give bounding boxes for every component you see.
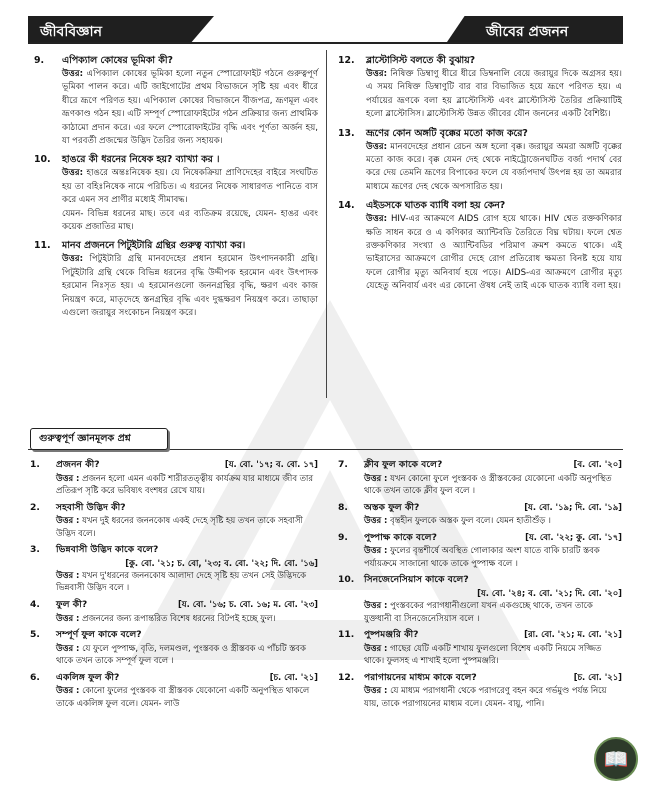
short-question-heading: 7. ক্লীব ফুল কাকে বলে? [ব. বো. '২০] xyxy=(338,459,622,470)
short-question-heading: 11. পুষ্পমঞ্জরি কী? [রা. বো. '২১; ম. বো. '২১] xyxy=(338,629,622,641)
short-question xyxy=(338,501,622,527)
short-answer: উত্তর : ফুলের বৃন্তশীর্ষে অবস্থিত গোলাকার অংশ যাতে বাকি চারটি স্তবক পর্যায়ক্রমে সাজানো থাকে তাকে পুষ্পাক্ষ বলে । xyxy=(364,545,600,568)
header-rule xyxy=(28,42,623,44)
section-title: গুরুত্বপূর্ণ জ্ঞানমূলক প্রশ্ন xyxy=(30,428,168,450)
short-question xyxy=(338,531,622,570)
answer-text: উত্তর: এপিক্যাল কোষের ভূমিকা হলো নতুন স্পোরোফাইট গঠনে গুরুত্বপূর্ণ ভূমিকা পালন করে। এটি জাইগোটের প্রথম বিভাজনে সৃষ্টি হয় এবং ধীরে ধীরে ভ্রূণে পরিণত হয়। এপিক্যাল কোষের বিভাজনে বীজপত্র, ভ্রূণমূল এবং ভ্রূণকাণ্ড গঠন হয়। এটি সম্পূর্ণ স্পোরোফাইটের গঠন প্রক্রিয়ার জন্য প্রাথমিক কাঠামো প্রদান করে। এর ফলে স্পোরোফাইটের বৃদ্ধি এবং পূর্ণতা অর্জন হয়, যা পরবর্তী প্রজন্মের উদ্ভিদ তৈরির জন্য সহায়ক। xyxy=(62,69,318,147)
question-heading: 11. মানব প্রজননে পিটুইটারি গ্রন্থির গুরুত্ব ব্যাখ্যা কর। xyxy=(34,240,246,252)
short-question xyxy=(338,573,622,624)
subject-title: জীববিজ্ঞান xyxy=(40,24,102,40)
board-reference: [য. বো. '১৭; ব. বো. ১৭] xyxy=(224,459,318,469)
short-question xyxy=(338,458,622,497)
question-heading: 10. হাঙরে কী ধরনের নিষেক হয়? ব্যাখ্যা কর । xyxy=(34,154,220,166)
short-question-heading: 4. ফুল কী? [য. বো. '১৬; চ. বো. ১৬; ম. বো. '২৩] xyxy=(30,599,318,611)
short-question xyxy=(30,598,318,624)
board-reference: [রা. বো. '২১; ম. বো. '২১] xyxy=(524,629,622,640)
short-question-heading: 8. অস্তক ফুল কী? [য. বো. '১৯; দি. বো. '১৯] xyxy=(338,501,622,513)
short-answer: উত্তর : পুংস্তবকের পরাগধানীগুলো যখন একগুচ্ছে থাকে, তখন তাকে যুক্তধানী বা সিনজেনেসিয়াস বলে । xyxy=(364,599,593,623)
board-reference: [কু. বো. '২১; চ. বো, '২৩; ব. বো. '২২; দি. বো. '১৬] xyxy=(125,557,318,568)
short-question xyxy=(30,501,318,540)
short-question-heading: 9. পুষ্পাক্ষ কাকে বলে? [য. বো. '২২; কু. বো. '১৭] xyxy=(338,531,622,543)
short-question xyxy=(30,543,318,594)
question-block xyxy=(338,54,622,122)
short-question xyxy=(30,458,318,497)
short-answer: উত্তর : বৃন্তহীন ফুলকে অস্তক ফুল বলে। যেমন হাতীশুঁড় । xyxy=(364,515,551,526)
short-answer: উত্তর : যখন দু'ধরনের জননকোষ আলাদা দেহে সৃষ্টি হয় তখন সেই উদ্ভিদকে ভিন্নবাসী উদ্ভিদ বলে । xyxy=(56,569,306,593)
question-heading: 12. ব্লাস্টোসিস্ট বলতে কী বুঝায়? xyxy=(338,55,476,66)
short-question-heading: 3. ভিন্নবাসী উদ্ভিদ কাকে বলে? xyxy=(30,544,159,556)
question-block xyxy=(34,239,318,320)
question-block xyxy=(338,127,622,195)
short-answer: উত্তর : যে মাধ্যম পরাগধানী থেকে পরাগরেণু বহন করে গর্ভমুণ্ড পর্যন্ত নিয়ে যায়, তাকে পরাগায়নের মাধ্যম বলে। যেমন- বায়ু, পানি। xyxy=(364,685,607,708)
short-answer: উত্তর : প্রজননের জন্য রূপান্তরিত বিশেষ ধরনের বিটপই হচ্ছে ফুল। xyxy=(56,612,276,623)
question-heading: 14. এইডসকে ঘাতক ব্যাধি বলা হয় কেন? xyxy=(338,200,506,212)
short-question-heading: 10. সিনজেনেসিয়াস কাকে বলে? xyxy=(338,574,469,586)
board-reference: [য. বো. '১৯; দি. বো. '১৯] xyxy=(524,501,622,512)
board-reference: [চ. বো. '২১] xyxy=(573,671,622,682)
short-question xyxy=(338,671,622,710)
short-question xyxy=(338,628,622,667)
answer-text: উত্তর: হাঙরে অন্তঃনিষেক হয়। যে নিষেকক্রিয়া প্রাণিদেহের বাইরে সংঘটিত হয় তা বহিঃনিষেক নামে পরিচিত। এ ধরনের নিষেক সাধারণত পানিতে বাস করে এমন সব প্রাণীর মধ্যেই সীমাবদ্ধ। xyxy=(62,168,318,206)
answer-text: উত্তর: নিষিক্ত ডিম্বাণু ধীরে ধীরে ডিম্বনালি বেয়ে জরায়ুর দিকে অগ্রসর হয়। এ সময় নিষিক্ত ডিম্বাণুটি বার বার বিভাজিত হয়ে ভ্রূণে পরিণত হয়। এ পর্যায়ের ভ্রূণকে বলা হয় ব্লাস্টোসিস্ট এবং ব্লাস্টোসিস্ট তৈরির প্রক্রিয়াটিই হলো ব্লাস্টোসিস। ব্লাস্টোসিস্ট উন্নত জীবের যৌন জননের একটি বৈশিষ্ট্য। xyxy=(366,69,622,120)
short-left-column xyxy=(30,458,318,714)
short-answer: উত্তর : যখন দুই ধরনের জননকোষ একই দেহে সৃষ্টি হয় তখন তাকে সহবাসী উদ্ভিদ বলে। xyxy=(56,515,303,538)
short-question-heading: 6. একলিঙ্গ ফুল কী? [চ. বো. '২১] xyxy=(30,671,318,683)
short-question xyxy=(30,628,318,667)
short-question-heading: 12. পরাগায়নের মাধ্যম কাকে বলে? [চ. বো. '২১] xyxy=(338,671,622,683)
board-reference: [চ. বো. '২১] xyxy=(269,671,318,682)
answer-text: উত্তর: পিটুইটারি গ্রন্থি মানবদেহের প্রধান হরমোন উৎপাদনকারী গ্রন্থি। পিটুইটারি গ্রন্থি থেকে বিভিন্ন ধরনের বৃদ্ধি উদ্দীপক হরমোন এবং উৎপাদক হরমোন নিঃসৃত হয়। এ হরমোনগুলো জননগ্রন্থির বৃদ্ধি, ক্ষরণ এবং কাজ নিয়ন্ত্রণ করে, মাতৃদেহে স্তনগ্রন্থির বৃদ্ধি এবং দুগ্ধক্ষরণ নিয়ন্ত্রণ করে। তাছাড়া এগুলো জরায়ুর সংকোচন নিয়ন্ত্রণ করে। xyxy=(62,254,319,319)
board-reference: [য. বো. '২২; কু. বো. '১৭] xyxy=(525,531,622,542)
short-question-heading: 2. সহবাসী উদ্ভিদ কী? xyxy=(30,501,126,513)
answer-text: উত্তর: মানবদেহের প্রধান রেচন অঙ্গ হলো বৃক্ক। জরায়ুর অমরা অঙ্গটি বৃক্কের মতো কাজ করে। বৃক্ক যেমন দেহ থেকে নাইট্রোজেনঘটিত বর্জ্য পদার্থ বের করে দেয় তেমনি ভ্রূণের বিপাকের ফলে যে বর্জ্যপদার্থ উৎপন্ন হয় তা অমরার মাধ্যমে ভ্রূণের দেহ থেকে অপসারিত হয়। xyxy=(366,141,622,192)
column-divider xyxy=(326,50,327,398)
short-answer: উত্তর : প্রজনন হলো এমন একটি শারীরতত্ত্বীয় কার্যক্রম যার মাধ্যমে জীব তার প্রতিরূপ সৃষ্টি করে ভবিষ্যৎ বংশধর রেখে যায়। xyxy=(56,472,313,496)
short-answer: উত্তর : যখন কোনো ফুলে পুংস্তবক ও স্ত্রীস্তবকের যেকোনো একটি অনুপস্থিত থাকে তখন তাকে ক্লীব ফুল বলে । xyxy=(364,472,612,496)
question-heading: 9. এপিক্যাল কোষের ভূমিকা কী? xyxy=(34,55,173,66)
right-column xyxy=(338,54,622,299)
left-column xyxy=(34,54,318,326)
question-block xyxy=(34,54,318,148)
board-reference: [য. বো. '২৪; ব. বো. '২১; দি. বো. '২০] xyxy=(477,587,622,598)
question-block xyxy=(338,199,622,293)
board-reference: [ব. বো. '২০] xyxy=(573,459,622,469)
book-logo-icon: 📖 xyxy=(594,737,638,781)
chapter-title: জীবের প্রজনন xyxy=(486,24,569,40)
short-question-heading: 5. সম্পূর্ণ ফুল কাকে বলে? xyxy=(30,629,142,641)
board-reference: [য. বো. '১৬; চ. বো. ১৬; ম. বো. '২৩] xyxy=(177,599,318,610)
short-answer: উত্তর : কোনো ফুলের পুংস্তবক বা স্ত্রীস্তবক যেকোনো একটি অনুপস্থিত থাকলে তাকে একলিঙ্গ ফুল বলে। যেমন- লাউ xyxy=(56,685,310,708)
short-answer: উত্তর : গাছের যেটি একটি শাখায় ফুলগুলো বিশেষ একটি নিয়মে সজ্জিত থাকে। ফুলসহ এ শাখাই হলো পুষ্পমঞ্জরি। xyxy=(364,642,602,666)
short-question-heading: 1. প্রজনন কী? [য. বো. '১৭; ব. বো. ১৭] xyxy=(30,459,318,470)
question-heading: 13. ভ্রূণের কোন অঙ্গটি বৃক্কের মতো কাজ করে? xyxy=(338,127,528,139)
short-question xyxy=(30,671,318,710)
answer-text: উত্তর: HIV-এর আক্রমণে AIDS রোগ হয়ে থাকে। HIV শ্বেত রক্তকণিকার ক্ষতি সাধন করে ও এ কণিকার অ্যান্টিবডি তৈরিতে বিঘ্ন ঘটায়। ফলে শ্বেত রক্তকণিকার সংখ্যা ও অ্যান্টিবডির পরিমাণ ক্রমশ কমতে থাকে। এই ভাইরাসের আক্রমণে রোগীর দেহে রোগ প্রতিরোধ ক্ষমতা বিনষ্ট হয়ে যায় ফলে রোগীর মৃত্যু অনিবার্য হয়ে পড়ে। AIDS-এর আক্রমণে রোগীর মৃত্যু যেহেতু অনিবার্য এবং এর কোনো ঔষধ নেই তাই একে ঘাতক ব্যাধি বলা হয়। xyxy=(366,214,622,292)
answer-example: যেমন- বিভিন্ন ধরনের মাছ। তবে এর ব্যতিক্রম রয়েছে, যেমন- হাঙর এবং কয়েক প্রজাতির মাছ। xyxy=(62,208,318,233)
short-right-column xyxy=(338,458,622,714)
question-block xyxy=(34,153,318,234)
short-answer: উত্তর : যে ফুলে পুষ্পাক্ষ, বৃতি, দলমণ্ডল, পুংস্তবক ও স্ত্রীস্তবক এ পাঁচটি স্তবক থাকে তখন তাকে সম্পূর্ণ ফুল বলে । xyxy=(56,642,306,666)
